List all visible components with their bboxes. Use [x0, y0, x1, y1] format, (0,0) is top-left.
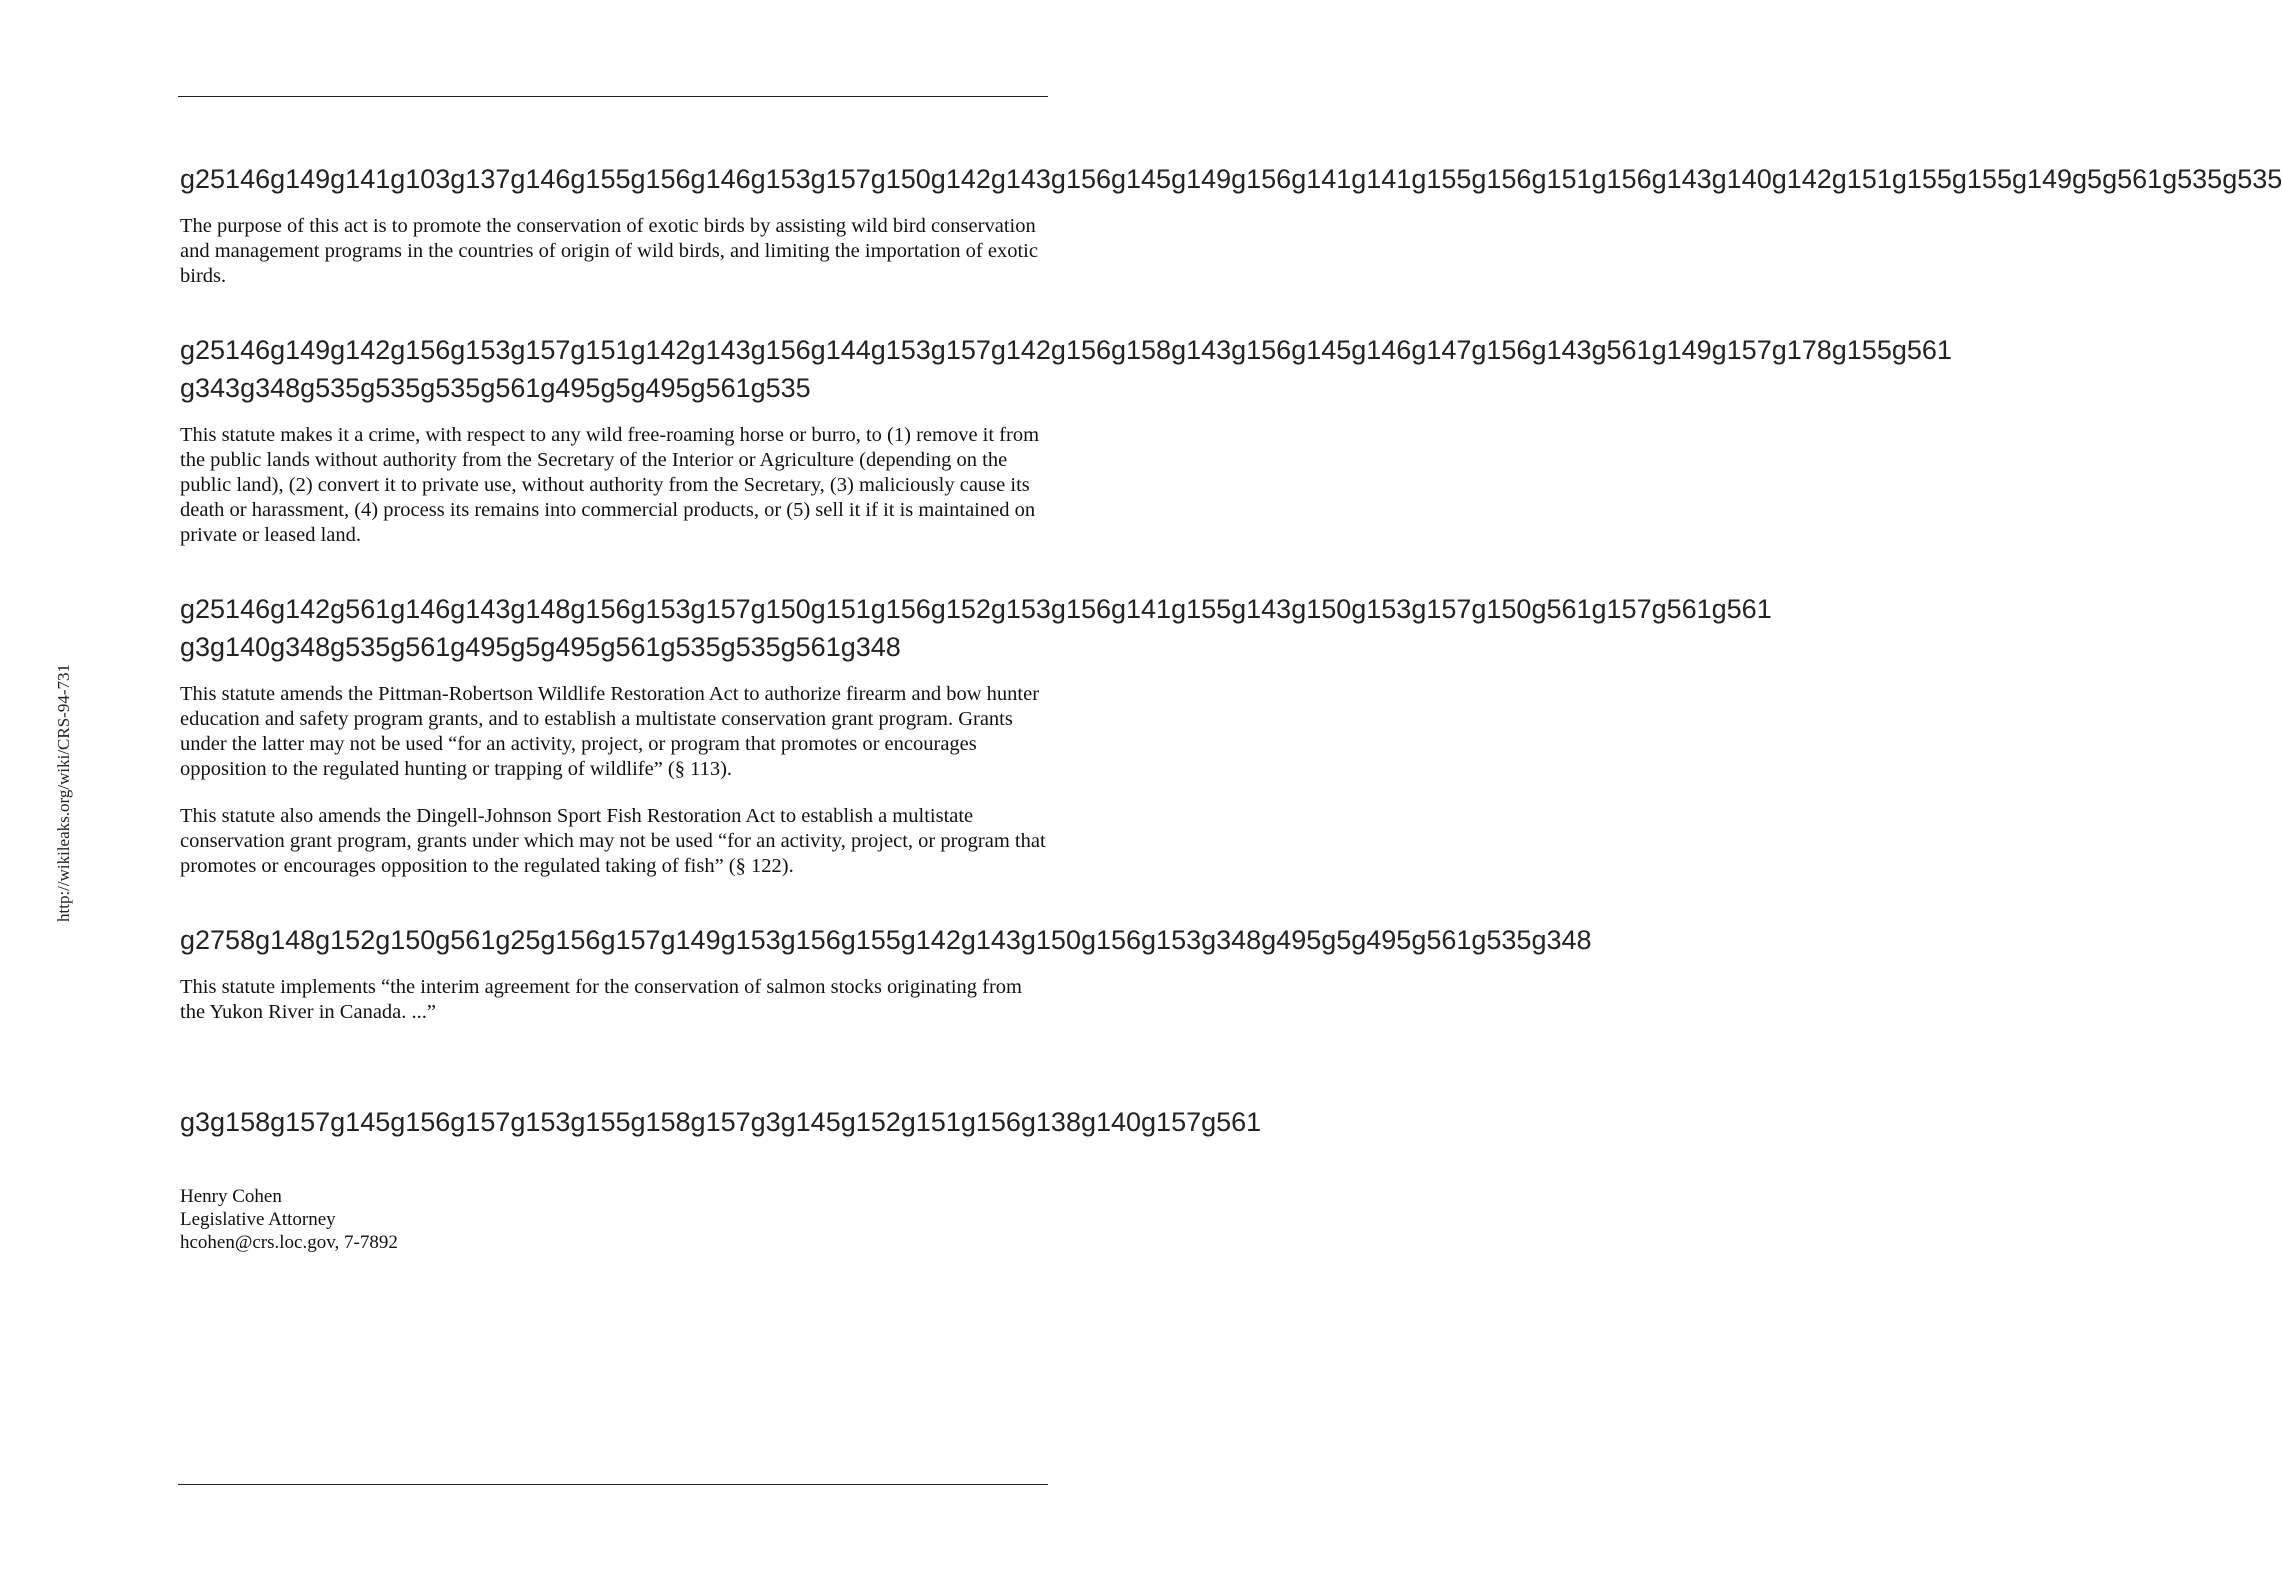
- source-url: http://wikileaks.org/wiki/CRS-94-731: [54, 664, 73, 922]
- author-title: Legislative Attorney: [180, 1209, 336, 1230]
- bottom-rule: [178, 1484, 1048, 1485]
- section-heading-line2: g343g348g535g535g535g561g495g5g495g561g535: [180, 373, 811, 403]
- closing-section: [180, 1103, 1262, 1141]
- closing-heading: g3g158g157g145g156g157g153g155g158g157g3g145g152g151g156g138g140g157g561: [180, 1107, 1262, 1137]
- top-rule: [178, 96, 1048, 97]
- document-body: [180, 160, 2282, 1254]
- author-name: Henry Cohen: [180, 1186, 282, 1207]
- section-exotic-birds: [180, 160, 2282, 289]
- section-heading-line2: g3g140g348g535g561g495g5g495g561g535g535g561g348: [180, 632, 901, 662]
- author-block: [180, 1185, 1060, 1254]
- section-wildlife-restoration: [180, 590, 1772, 879]
- section-paragraph: This statute amends the Pittman-Robertson Wildlife Restoration Act to authorize firearm and bow hunter education and safety program grants, and to establish a multistate conservation grant program. Grants under the latter may not be used “for an activity, project, or program that promotes or encourages opposition to the regulated hunting or trapping of wildlife” (§ 113).: [180, 683, 1040, 780]
- section-heading: g25146g149g142g156g153g157g151g142g143g156g144g153g157g142g156g158g143g156g145g146g147g156g143g561g149g157g178g155g561: [180, 335, 1952, 365]
- section-heading: g25146g149g141g103g137g146g155g156g146g153g157g150g142g143g156g145g149g156g141g141g155g156g151g156g143g140g142g151g155g155g149g5g561g535g535: [180, 164, 2282, 194]
- section-paragraph: This statute implements “the interim agreement for the conservation of salmon stocks originating from the Yukon River in Canada. ...”: [180, 976, 1022, 1023]
- section-yukon-salmon: [180, 921, 1592, 1025]
- author-contact: hcohen@crs.loc.gov, 7-7892: [180, 1232, 398, 1253]
- section-paragraph: This statute also amends the Dingell-Johnson Sport Fish Restoration Act to establish a multistate conservation grant program, grants under which may not be used “for an activity, project, or program that promotes or encourages opposition to the regulated taking of fish” (§ 122).: [180, 805, 1046, 877]
- section-wild-horses: [180, 331, 1952, 548]
- section-paragraph: This statute makes it a crime, with respect to any wild free-roaming horse or burro, to (1) remove it from the public lands without authority from the Secretary of the Interior or Agriculture (depending on the public land), (2) convert it to private use, without authority from the Secretary, (3) maliciously cause its death or harassment, (4) process its remains into commercial products, or (5) sell it if it is maintained on private or leased land.: [180, 424, 1040, 546]
- section-heading: g2758g148g152g150g561g25g156g157g149g153g156g155g142g143g150g156g153g348g495g5g495g561g535g348: [180, 925, 1592, 955]
- section-paragraph: The purpose of this act is to promote the conservation of exotic birds by assisting wild bird conservation and management programs in the countries of origin of wild birds, and limiting the importation of exotic birds.: [180, 215, 1038, 287]
- section-heading: g25146g142g561g146g143g148g156g153g157g150g151g156g152g153g156g141g155g143g150g153g157g150g561g157g561g561: [180, 594, 1772, 624]
